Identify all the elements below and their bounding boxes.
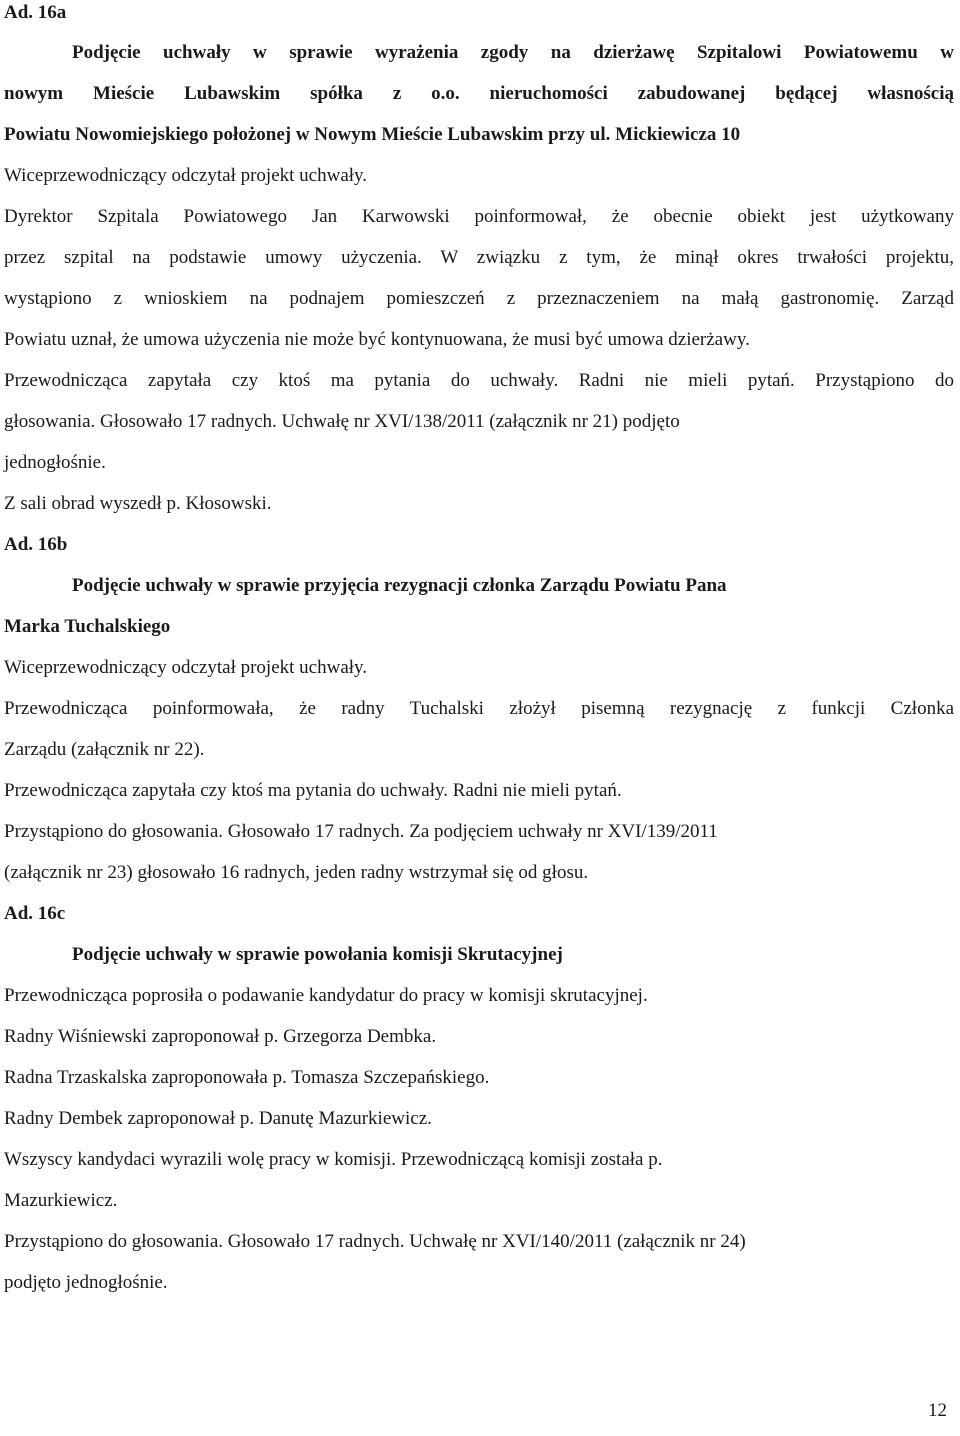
paragraph-line: Wiceprzewodniczący odczytał projekt uchwały.	[4, 657, 368, 678]
paragraph-line: Powiatu uznał, że umowa użyczenia nie może być kontynuowana, że musi być umowa dzierżawy.	[4, 329, 750, 350]
page-number: 12	[928, 1400, 947, 1421]
paragraph-line: Zarządu (załącznik nr 22).	[4, 739, 205, 760]
paragraph-line: podjęto jednogłośnie.	[4, 1272, 168, 1293]
section-title-16b-line-1: Podjęcie uchwały w sprawie przyjęcia rezygnacji członka Zarządu Powiatu Pana	[72, 575, 727, 596]
paragraph-line: Przewodnicząca zapytała czy ktoś ma pytania do uchwały. Radni nie mieli pytań. Przystąpiono do	[4, 370, 954, 391]
section-heading-16c: Ad. 16c	[4, 903, 66, 924]
paragraph-line: Z sali obrad wyszedł p. Kłosowski.	[4, 493, 272, 514]
section-title-16a-line-1: Podjęcie uchwały w sprawie wyrażenia zgody na dzierżawę Szpitalowi Powiatowemu w	[72, 42, 954, 63]
section-title-16a-line-2: nowym Mieście Lubawskim spółka z o.o. nieruchomości zabudowanej będącej własnością	[4, 83, 954, 104]
paragraph-line: przez szpital na podstawie umowy użyczenia. W związku z tym, że minął okres trwałości projektu,	[4, 247, 954, 268]
section-title-16c: Podjęcie uchwały w sprawie powołania komisji Skrutacyjnej	[72, 944, 563, 965]
section-title-16b-line-2: Marka Tuchalskiego	[4, 616, 171, 637]
paragraph-line: Radny Wiśniewski zaproponował p. Grzegorza Dembka.	[4, 1026, 437, 1047]
section-title-16a-line-3: Powiatu Nowomiejskiego położonej w Nowym Mieście Lubawskim przy ul. Mickiewicza 10	[4, 124, 741, 145]
paragraph-line: Dyrektor Szpitala Powiatowego Jan Karwowski poinformował, że obecnie obiekt jest użytkowany	[4, 206, 954, 227]
paragraph-line: wystąpiono z wnioskiem na podnajem pomieszczeń z przeznaczeniem na małą gastronomię. Zarząd	[4, 288, 954, 309]
paragraph-line: Radny Dembek zaproponował p. Danutę Mazurkiewicz.	[4, 1108, 432, 1129]
paragraph-line: Przewodnicząca poprosiła o podawanie kandydatur do pracy w komisji skrutacyjnej.	[4, 985, 648, 1006]
section-heading-16a: Ad. 16a	[4, 2, 67, 23]
paragraph-line: Mazurkiewicz.	[4, 1190, 118, 1211]
paragraph-line: (załącznik nr 23) głosowało 16 radnych, jeden radny wstrzymał się od głosu.	[4, 862, 589, 883]
section-heading-16b: Ad. 16b	[4, 534, 68, 555]
paragraph-line: Wszyscy kandydaci wyrazili wolę pracy w komisji. Przewodniczącą komisji została p.	[4, 1149, 663, 1170]
paragraph-line: Radna Trzaskalska zaproponowała p. Tomasza Szczepańskiego.	[4, 1067, 490, 1088]
paragraph-line: Przystąpiono do głosowania. Głosowało 17 radnych. Uchwałę nr XVI/140/2011 (załącznik nr 24)	[4, 1231, 746, 1252]
paragraph-line: Przystąpiono do głosowania. Głosowało 17 radnych. Za podjęciem uchwały nr XVI/139/2011	[4, 821, 718, 842]
paragraph-line: Przewodnicząca poinformowała, że radny Tuchalski złożył pisemną rezygnację z funkcji Członka	[4, 698, 954, 719]
paragraph-line: głosowania. Głosowało 17 radnych. Uchwałę nr XVI/138/2011 (załącznik nr 21) podjęto	[4, 411, 680, 432]
paragraph-line: Przewodnicząca zapytała czy ktoś ma pytania do uchwały. Radni nie mieli pytań.	[4, 780, 622, 801]
paragraph-line: jednogłośnie.	[4, 452, 106, 473]
paragraph-line: Wiceprzewodniczący odczytał projekt uchwały.	[4, 165, 368, 186]
